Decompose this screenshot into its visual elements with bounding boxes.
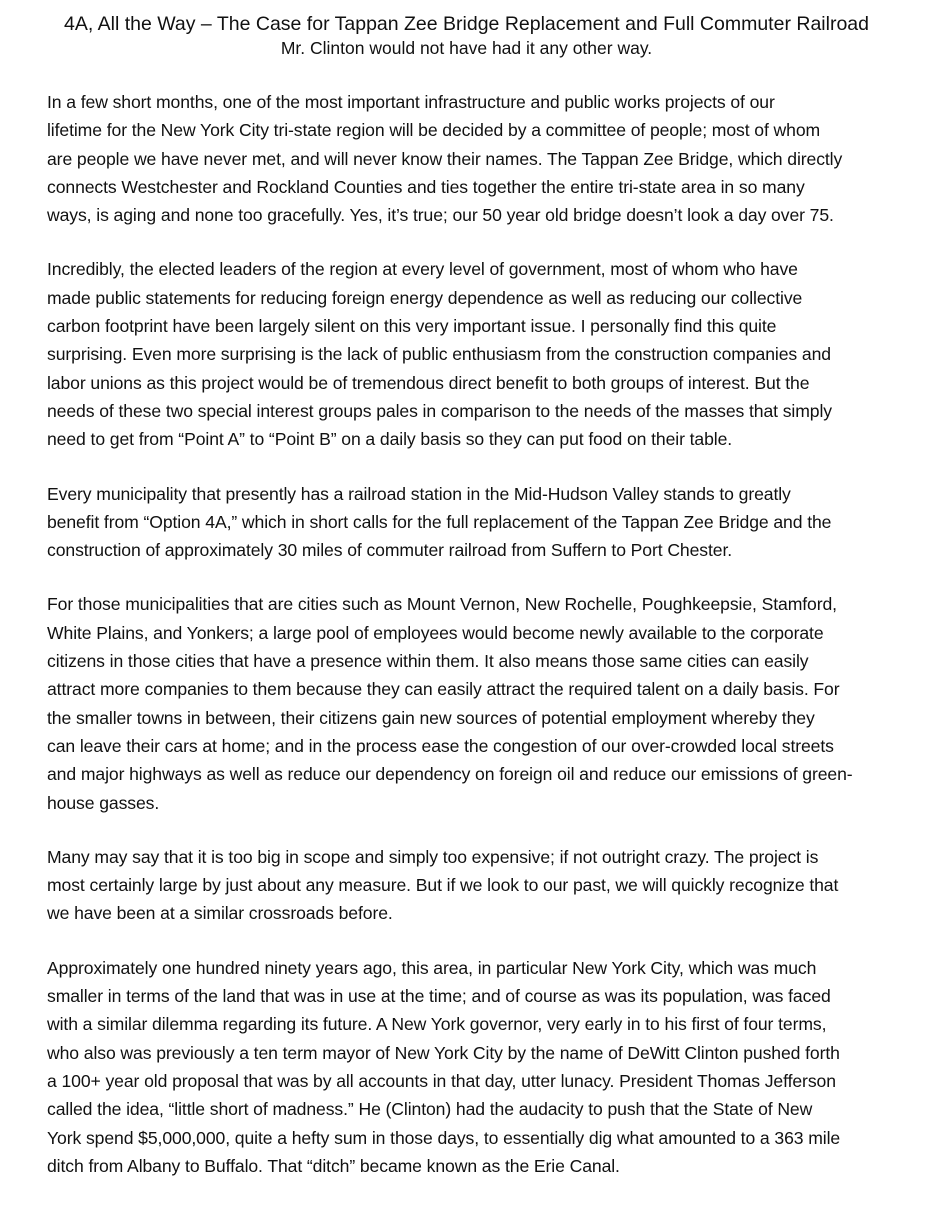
text-line: labor unions as this project would be of tremendous direct benefit to both groups of interest. But the (47, 372, 810, 393)
text-line: White Plains, and Yonkers; a large pool of employees would become newly available to the corporate (47, 622, 824, 643)
text-line: construction of approximately 30 miles of commuter railroad from Suffern to Port Chester. (47, 540, 733, 561)
text-line: Every municipality that presently has a railroad station in the Mid-Hudson Valley stands to greatly (47, 483, 791, 504)
text-line: Approximately one hundred ninety years ago, this area, in particular New York City, which was much (47, 957, 817, 978)
text-line: the smaller towns in between, their citizens gain new sources of potential employment whereby they (47, 707, 815, 728)
text-line: attract more companies to them because they can easily attract the required talent on a daily basis. For (47, 679, 840, 700)
text-line: need to get from “Point A” to “Point B” on a daily basis so they can put food on their table. (47, 429, 733, 450)
paragraph-elected-leaders (47, 255, 917, 453)
text-line: citizens in those cities that have a presence within them. It also means those same cities can easily (47, 651, 809, 672)
paragraph-municipalities (47, 590, 917, 816)
text-line: ways, is aging and none too gracefully. Yes, it’s true; our 50 year old bridge doesn’t look a day over 75. (47, 205, 834, 226)
text-line: are people we have never met, and will never know their names. The Tappan Zee Bridge, which directly (47, 148, 843, 169)
document-title: 4A, All the Way – The Case for Tappan Zee Bridge Replacement and Full Commuter Railroad (64, 13, 869, 35)
document-body (47, 88, 917, 1206)
text-line: can leave their cars at home; and in the process ease the congestion of our over-crowded local streets (47, 735, 834, 756)
text-line: lifetime for the New York City tri-state region will be decided by a committee of people; most of whom (47, 120, 821, 141)
paragraph-option-4a (47, 480, 917, 565)
text-line: most certainly large by just about any measure. But if we look to our past, we will quickly recognize that (47, 875, 839, 896)
text-line: carbon footprint have been largely silent on this very important issue. I personally find this quite (47, 316, 777, 337)
text-line: with a similar dilemma regarding its future. A New York governor, very early in to his first of four terms, (47, 1014, 827, 1035)
title-block (0, 12, 933, 60)
text-line: surprising. Even more surprising is the lack of public enthusiasm from the construction companies and (47, 344, 831, 365)
document-subtitle: Mr. Clinton would not have had it any other way. (280, 38, 653, 58)
text-line: we have been at a similar crossroads before. (47, 903, 393, 924)
text-line: needs of these two special interest groups pales in comparison to the needs of the masses that simply (47, 400, 832, 421)
text-line: a 100+ year old proposal that was by all accounts in that day, utter lunacy. President Thomas Jefferson (47, 1070, 836, 1091)
text-line: benefit from “Option 4A,” which in short calls for the full replacement of the Tappan Zee Bridge and the (47, 511, 832, 532)
text-line: smaller in terms of the land that was in use at the time; and of course as was its population, was faced (47, 986, 831, 1007)
paragraph-too-big (47, 843, 917, 928)
text-line: York spend $5,000,000, quite a hefty sum in those days, to essentially dig what amounted to a 363 mile (47, 1127, 841, 1148)
text-line: Incredibly, the elected leaders of the region at every level of government, most of whom who have (47, 259, 798, 280)
paragraph-erie-canal (47, 954, 917, 1180)
text-line: For those municipalities that are cities such as Mount Vernon, New Rochelle, Poughkeepsie, Stamford, (47, 594, 837, 615)
text-line: house gasses. (47, 792, 160, 813)
text-line: who also was previously a ten term mayor of New York City by the name of DeWitt Clinton pushed forth (47, 1042, 840, 1063)
text-line: and major highways as well as reduce our dependency on foreign oil and reduce our emissions of green- (47, 764, 853, 785)
text-line: connects Westchester and Rockland Counties and ties together the entire tri-state area in so many (47, 176, 805, 197)
text-line: made public statements for reducing foreign energy dependence as well as reducing our collective (47, 287, 803, 308)
text-line: called the idea, “little short of madness.” He (Clinton) had the audacity to push that the State of New (47, 1099, 813, 1120)
paragraph-bridge-decision (47, 88, 917, 229)
text-line: Many may say that it is too big in scope and simply too expensive; if not outright crazy. The project is (47, 846, 819, 867)
text-line: ditch from Albany to Buffalo. That “ditch” became known as the Erie Canal. (47, 1155, 620, 1176)
text-line: In a few short months, one of the most important infrastructure and public works projects of our (47, 92, 775, 112)
